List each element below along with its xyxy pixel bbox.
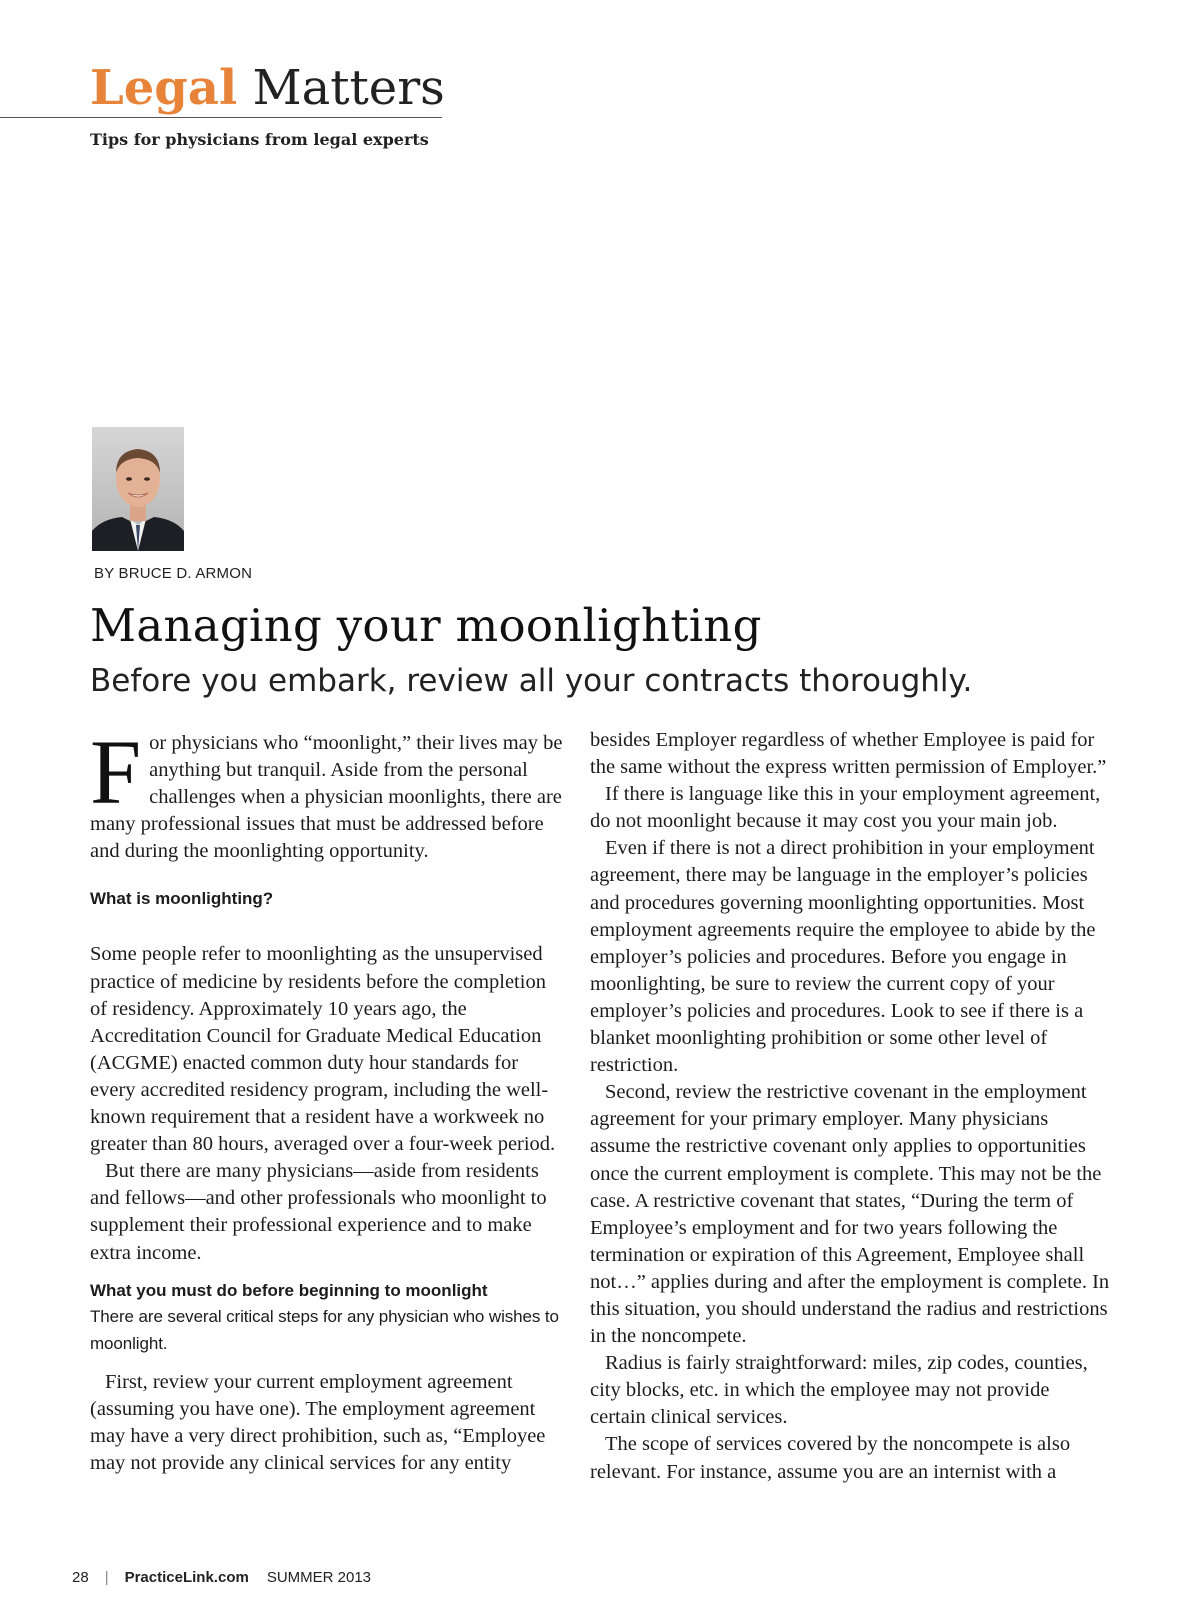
body-paragraph: besides Employer regardless of whether Employee is paid for the same without the express written permission of Employer.” [590, 729, 1107, 779]
section-heading-before-moonlighting: What you must do before beginning to moonlight [90, 1280, 488, 1300]
article-title: Managing your moonlighting [90, 599, 762, 652]
byline: BY BRUCE D. ARMON [94, 565, 253, 582]
footer-issue: SUMMER 2013 [266, 1569, 372, 1586]
section-heading-what-is-moonlighting: What is moonlighting? [90, 889, 274, 909]
masthead-legal: Legal [90, 60, 238, 116]
page-number: 28 [72, 1569, 89, 1586]
author-headshot-illustration [92, 427, 184, 551]
section-lead-in: There are several critical steps for any physician who wishes to moonlight. [90, 1306, 559, 1353]
footer-site-link[interactable]: PracticeLink.com [124, 1569, 249, 1586]
article-column-right [590, 727, 1110, 1486]
body-paragraph: Second, review the restrictive covenant in the employment agreement for your primary employer. Many physicians assume the restrictive covenant only applies to opportunities once the current employment is complete. This may not be the case. A restrictive covenant that states, “During the term of Employee’s employment and for two years following the termination or expiration of this Agreement, Employee shall not…” applies during and after the employment is complete. In this situation, you should understand the radius and restrictions in the noncompete. [590, 1081, 1110, 1348]
article-subtitle: Before you embark, review all your contracts thoroughly. [90, 663, 973, 699]
body-paragraph: Even if there is not a direct prohibition in your employment agreement, there may be language in the employer’s policies and procedures governing moonlighting opportunities. Most employment agreements require the employee to abide by the employer’s policies and procedures. Before you engage in moonlighting, be sure to review the current copy of your employer’s policies and procedures. Look to see if there is a blanket moonlighting prohibition or some other level of restriction. [590, 837, 1096, 1077]
article-column-left [90, 721, 565, 1477]
body-paragraph: If there is language like this in your employment agreement, do not moonlight because it may cost you your main job. [590, 783, 1101, 833]
body-paragraph: First, review your current employment agreement (assuming you have one). The employment agreement may have a very direct prohibition, such as, “Employee may not provide any clinical services for any entity [90, 1370, 546, 1474]
body-paragraph: The scope of services covered by the noncompete is also relevant. For instance, assume you are an internist with a [590, 1433, 1071, 1483]
masthead-rule [0, 117, 442, 118]
intro-paragraph [90, 721, 565, 865]
body-paragraph: Some people refer to moonlighting as the unsupervised practice of medicine by residents before the completion of residency. Approximately 10 years ago, the Accreditation Council for Graduate Medical Education (ACGME) enacted common duty hour standards for every accredited residency program, including the well-known requirement that a resident have a workweek no greater than 80 hours, averaged over a four-week period. [90, 943, 556, 1156]
author-photo-icon [92, 427, 184, 551]
page-footer [72, 1569, 371, 1586]
footer-separator: | [104, 1569, 109, 1586]
section-tagline: Tips for physicians from legal experts [90, 130, 429, 149]
masthead-matters: Matters [252, 60, 445, 116]
drop-cap: F [90, 721, 142, 823]
section-masthead [90, 58, 445, 118]
body-paragraph: Radius is fairly straightforward: miles, zip codes, counties, city blocks, etc. in which the employee may not provide certain clinical services. [590, 1352, 1088, 1429]
body-paragraph: But there are many physicians—aside from residents and fellows—and other professionals who moonlight to supplement their professional experience and to make extra income. [90, 1160, 547, 1264]
intro-text: or physicians who “moonlight,” their lives may be anything but tranquil. Aside from the personal challenges when a physician moonlights, there are many professional issues that must be addressed before and during the moonlighting opportunity. [90, 732, 563, 863]
